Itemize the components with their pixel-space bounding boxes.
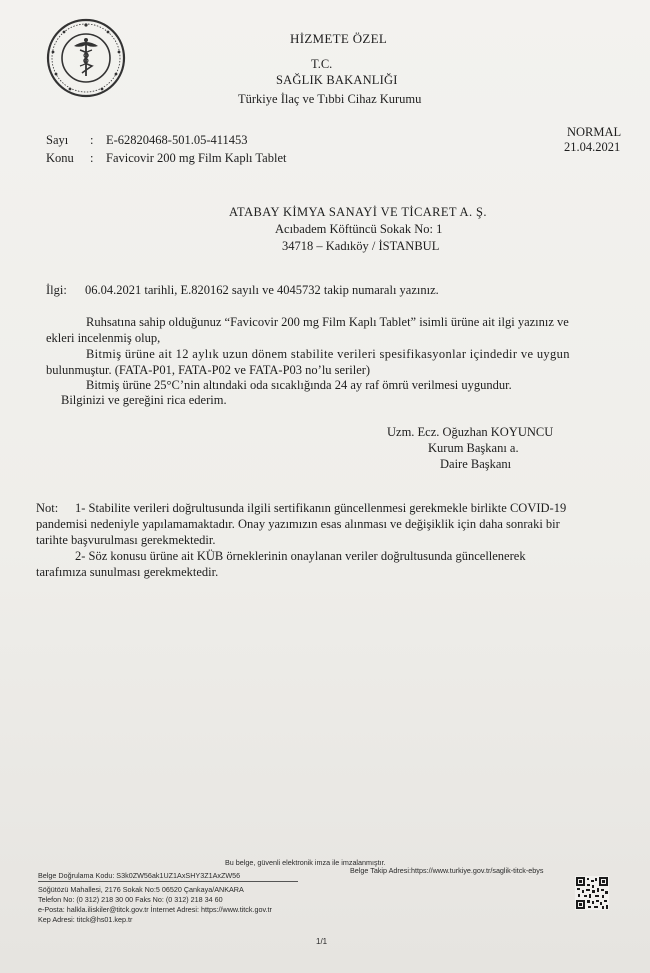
body-paragraph-4: Bilginizi ve gereğini rica ederim.: [61, 393, 227, 407]
footer-phone: Telefon No: (0 312) 218 30 00 Faks No: (0 312) 218 34 60: [38, 895, 223, 904]
document-date: 21.04.2021: [564, 140, 621, 154]
ilgi-text: 06.04.2021 tarihli, E.820162 sayılı ve 4045732 takip numaralı yazınız.: [85, 283, 439, 297]
note-2-line-1: 2- Söz konusu ürüne ait KÜB örneklerinin onaylanan veriler doğrultusunda güncellenerek: [75, 549, 526, 563]
sayi-separator: :: [90, 133, 94, 147]
verification-code: Belge Doğrulama Kodu: S3k0ZW56ak1UZ1AxSHY3Z1AxZW56: [38, 871, 241, 880]
signatory-title-2: Daire Başkanı: [440, 457, 512, 471]
body-paragraph-1-line-1: Ruhsatına sahip olduğunuz “Favicovir 200 mg Film Kaplı Tablet” isimli ürüne ait ilgi yazınız ve: [86, 315, 569, 329]
recipient-street: Acıbadem Köftüncü Sokak No: 1: [275, 222, 443, 236]
esign-note: Bu belge, güvenli elektronik imza ile imzalanmıştır.: [225, 858, 386, 867]
konu-separator: :: [90, 151, 94, 165]
qr-code-icon: [575, 876, 609, 910]
priority-label: NORMAL: [567, 125, 622, 139]
note-1-line-2: pandemisi nedeniyle yapılamamaktadır. Onay yazımızın esas alınması ve değişiklik için daha sonraki bir: [36, 517, 560, 531]
ministry-name: SAĞLIK BAKANLIĞI: [276, 73, 398, 87]
page-number: 1/1: [316, 937, 328, 946]
body-paragraph-1-line-2: ekleri incelenmiş olup,: [46, 331, 161, 345]
recipient-name: ATABAY KİMYA SANAYİ VE TİCARET A. Ş.: [229, 205, 487, 219]
note-2-line-2: tarafımıza sunulması gerekmektedir.: [36, 565, 219, 579]
note-1-line-1: 1- Stabilite verileri doğrultusunda ilgili sertifikanın güncellenmesi gerekmekle birlikte COVID-19: [75, 501, 567, 515]
classification-label: HİZMETE ÖZEL: [290, 31, 388, 46]
footer-divider: [38, 881, 298, 882]
body-paragraph-3: Bitmiş ürüne 25°C’nin altındaki oda sıcaklığında 24 ay raf ömrü verilmesi uygundur.: [86, 378, 512, 392]
konu-label: Konu: [46, 151, 74, 165]
agency-name: Türkiye İlaç ve Tıbbi Cihaz Kurumu: [238, 92, 422, 106]
konu-value: Favicovir 200 mg Film Kaplı Tablet: [106, 151, 287, 165]
ilgi-label: İlgi:: [46, 283, 67, 297]
footer-address: Söğütözü Mahallesi, 2176 Sokak No:5 06520 Çankaya/ANKARA: [38, 885, 244, 894]
tracking-address: Belge Takip Adresi:https://www.turkiye.gov.tr/saglik-titck-ebys: [350, 866, 544, 875]
footer-kep: Kep Adresi: titck@hs01.kep.tr: [38, 915, 133, 924]
country-label: T.C.: [311, 57, 333, 71]
footer-email-web: e-Posta: halkla.iliskiler@titck.gov.tr İnternet Adresi: https://www.titck.gov.tr: [38, 905, 272, 914]
sayi-label: Sayı: [46, 133, 69, 147]
notes-label: Not:: [36, 501, 59, 515]
signatory-title-1: Kurum Başkanı a.: [428, 441, 519, 455]
body-paragraph-2-line-2: bulunmuştur. (FATA-P01, FATA-P02 ve FATA-P03 no’lu seriler): [46, 363, 371, 377]
body-paragraph-2-line-1: Bitmiş ürüne ait 12 aylık uzun dönem stabilite verileri spesifikasyonlar içindedir ve uygun: [86, 347, 570, 361]
ministry-seal-icon: [46, 18, 126, 98]
note-1-line-3: tarihte başvurulması gerekmektedir.: [36, 533, 216, 547]
recipient-city: 34718 – Kadıköy / İSTANBUL: [282, 239, 440, 253]
signatory-name: Uzm. Ecz. Oğuzhan KOYUNCU: [387, 425, 554, 439]
sayi-value: E-62820468-501.05-411453: [106, 133, 248, 147]
